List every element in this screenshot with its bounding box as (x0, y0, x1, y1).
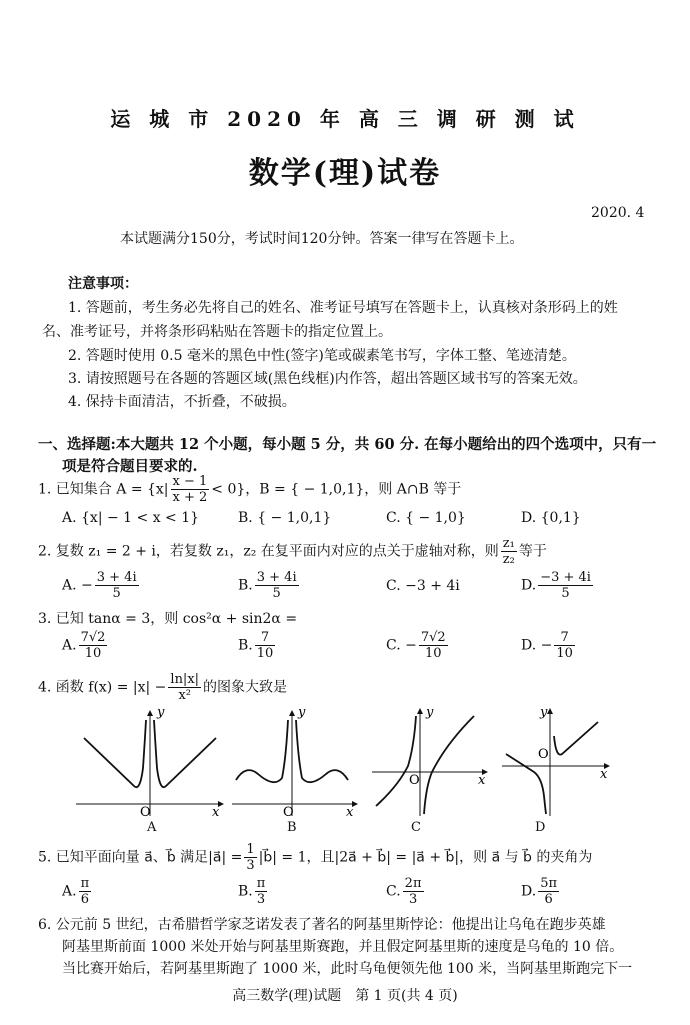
option-fraction (95, 570, 139, 601)
graph-a-label: A (147, 820, 157, 835)
fraction-denominator: x + 2 (172, 490, 208, 505)
section-1-heading-line-1: 一、选择题:本大题共 12 个小题，每小题 5 分，共 60 分. 在每小题给出的四个选项中，只有一 (38, 436, 657, 453)
option-label: D. (521, 883, 537, 900)
option-fraction (538, 570, 593, 601)
fraction-numerator: π (80, 876, 90, 891)
question-3-option-d (521, 630, 577, 661)
graph-a (72, 708, 224, 818)
fraction-denominator: z₂ (502, 552, 515, 567)
question-1-option-d: D. {0,1} (521, 510, 581, 526)
fraction-denominator: 10 (256, 646, 274, 661)
graph-d (498, 706, 610, 818)
question-3-option-a (62, 630, 109, 661)
axis-x-label: x (600, 767, 608, 782)
fraction-numerator: 7√2 (420, 630, 446, 645)
fraction-denominator: 3 (256, 892, 266, 907)
notice-item-3: 3. 请按照题号在各题的答题区域(黑色线框)内作答，超出答题区域书写的答案无效。 (68, 371, 587, 387)
option-label: D. (521, 577, 537, 594)
notice-item-2: 2. 答题时使用 0.5 毫米的黑色中性(签字)笔或碳素笔书写，字体工整、笔迹清楚。 (68, 348, 576, 364)
option-fraction (538, 876, 559, 907)
origin-label: O (283, 805, 294, 818)
exam-title-line2: 数学(理)试卷 (248, 156, 442, 191)
option-label: C. − (386, 637, 417, 654)
fraction-numerator: 7 (554, 630, 575, 646)
question-5-fraction (244, 842, 256, 873)
question-4 (38, 672, 287, 703)
question-1-option-c: C. { − 1,0} (386, 510, 466, 526)
option-label: C. (386, 883, 401, 900)
graph-c-label: C (411, 820, 421, 835)
question-6-line-1: 6. 公元前 5 世纪，古希腊哲学家芝诺发表了著名的阿基里斯悖论：他提出让乌龟在跑步英雄 (38, 917, 606, 933)
origin-label: O (409, 773, 420, 788)
fraction-denominator: 5 (272, 586, 281, 601)
question-2-option-c: C. −3 + 4i (386, 578, 460, 594)
graph-c (368, 706, 488, 818)
notice-item-4: 4. 保持卡面清洁，不折叠，不破损。 (68, 394, 296, 410)
question-1-suffix: < 0}，B = { − 1,0,1}，则 A∩B 等于 (211, 481, 462, 498)
question-1-option-b: B. { − 1,0,1} (238, 510, 332, 526)
option-fraction (79, 630, 108, 661)
question-5-text-b: |b⃗| = 1，且|2a⃗ + b⃗| = |a⃗ + b⃗|，则 a⃗ 与 b⃗ 的夹角为 (258, 849, 593, 866)
question-5-text-a: 5. 已知平面向量 a⃗、b⃗ 满足|a⃗| = (38, 849, 243, 866)
option-label: A. − (62, 577, 93, 594)
fraction-numerator: −3 + 4i (540, 570, 591, 585)
fraction-denominator: 5 (561, 586, 570, 601)
graph-b (228, 708, 358, 818)
question-4-suffix: 的图象大致是 (203, 679, 288, 696)
option-fraction (554, 630, 575, 661)
question-2-prefix: 2. 复数 z₁ = 2 + i，若复数 z₁，z₂ 在复平面内对应的点关于虚轴对称，则 (38, 543, 499, 560)
option-label: B. (238, 883, 253, 900)
option-label: B. (238, 637, 253, 654)
fraction-numerator: 3 + 4i (256, 570, 297, 585)
question-2-option-a (62, 570, 141, 601)
question-3-option-b (238, 630, 277, 661)
notice-item-1-line-2: 名、准考证号，并将条形码粘贴在答题卡的指定位置上。 (42, 324, 392, 340)
notice-heading: 注意事项： (68, 276, 138, 292)
graph-b-label: B (287, 820, 297, 835)
option-fraction (255, 630, 276, 661)
fraction-numerator: x − 1 (172, 474, 208, 489)
option-fraction (255, 876, 268, 907)
option-label: A. (62, 883, 77, 900)
option-fraction (403, 876, 424, 907)
fraction-numerator: 2π (404, 876, 422, 891)
notice-item-1-line-1: 1. 答题前，考生务必先将自己的姓名、准考证号填写在答题卡上，认真核对条形码上的姓 (68, 300, 618, 316)
exam-title-line1: 运 城 市 2020 年 高 三 调 研 测 试 (110, 107, 580, 131)
question-4-fraction (168, 672, 201, 703)
axis-x-label: x (346, 805, 354, 818)
fraction-denominator: x² (178, 688, 191, 703)
axis-x-label: x (212, 805, 220, 818)
fraction-denominator: 3 (246, 858, 255, 873)
fraction-numerator: 3 + 4i (96, 570, 137, 585)
question-2-option-b (238, 570, 301, 601)
question-2-fraction (501, 536, 517, 567)
fraction-numerator: 7 (255, 630, 276, 646)
fraction-denominator: 3 (408, 892, 418, 907)
option-fraction (79, 876, 92, 907)
fraction-denominator: 5 (112, 586, 121, 601)
exam-date: 2020. 4 (591, 205, 645, 221)
question-4-prefix: 4. 函数 f(x) = |x| − (38, 679, 167, 696)
question-3: 3. 已知 tanα = 3，则 cos²α + sin2α = (38, 611, 298, 627)
axis-x-label: x (478, 773, 486, 788)
graph-d-label: D (535, 820, 546, 835)
exam-intro: 本试题满分150分，考试时间120分钟。答案一律写在答题卡上。 (120, 231, 524, 247)
fraction-denominator: 6 (80, 892, 89, 907)
fraction-denominator: 10 (424, 646, 442, 661)
question-1-fraction (171, 474, 210, 505)
fraction-denominator: 6 (544, 892, 553, 907)
question-2-option-d (521, 570, 595, 601)
fraction-denominator: 10 (556, 646, 573, 661)
axis-y-label: y (540, 706, 548, 720)
question-5-option-a (62, 876, 93, 907)
question-5 (38, 842, 592, 873)
question-5-option-c (386, 876, 426, 907)
origin-label: O (538, 747, 549, 762)
question-1-option-a: A. {x| − 1 < x < 1} (62, 510, 200, 526)
origin-label: O (140, 805, 151, 818)
option-label: D. − (521, 637, 553, 654)
fraction-numerator: ln|x| (170, 672, 200, 687)
question-2-suffix: 等于 (518, 543, 547, 560)
question-3-option-c (386, 630, 450, 661)
question-1 (38, 474, 461, 505)
option-fraction (255, 570, 299, 601)
option-fraction (419, 630, 448, 661)
question-2 (38, 536, 547, 567)
axis-y-label: y (426, 706, 434, 720)
question-5-option-d (521, 876, 561, 907)
section-1-heading-line-2: 项是符合题目要求的. (62, 458, 198, 475)
fraction-numerator: z₁ (502, 536, 515, 551)
option-label: A. (62, 637, 77, 654)
question-6-line-2: 阿基里斯前面 1000 米处开始与阿基里斯赛跑，并且假定阿基里斯的速度是乌龟的 10 倍。 (62, 939, 624, 955)
axis-y-label: y (157, 708, 165, 720)
fraction-denominator: 10 (84, 646, 102, 661)
fraction-numerator: 5π (540, 876, 558, 891)
question-1-prefix: 1. 已知集合 A = {x| (38, 481, 169, 498)
page-footer: 高三数学(理)试题 第 1 页(共 4 页) (232, 988, 458, 1004)
axis-y-label: y (298, 708, 306, 720)
option-label: B. (238, 577, 253, 594)
question-5-option-b (238, 876, 269, 907)
fraction-numerator: π (256, 876, 266, 891)
question-6-line-3: 当比赛开始后，若阿基里斯跑了 1000 米，此时乌龟便领先他 100 米，当阿基里斯跑完下一 (62, 961, 633, 977)
fraction-numerator: 7√2 (80, 630, 106, 645)
fraction-numerator: 1 (246, 842, 255, 857)
